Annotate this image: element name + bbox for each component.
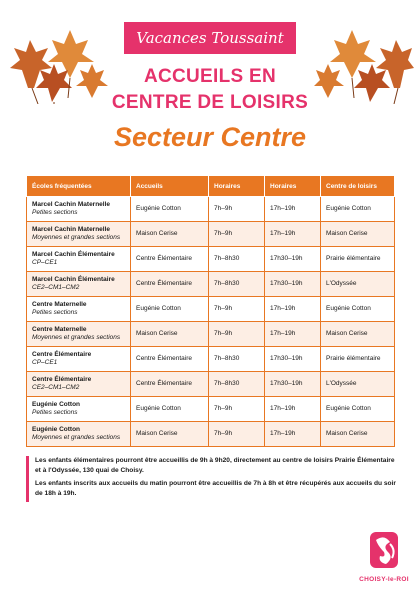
centre-cell: Prairie élémentaire [321, 347, 395, 372]
centre-cell: Eugénie Cotton [321, 197, 395, 222]
centre-cell: L'Odyssée [321, 372, 395, 397]
horaire-soir-cell: 17h–19h [265, 297, 321, 322]
school-group: Moyennes et grandes sections [32, 434, 121, 441]
table-row [27, 322, 395, 347]
accueil-cell: Eugénie Cotton [131, 297, 209, 322]
centre-cell: Maison Cerise [321, 322, 395, 347]
horaire-matin-cell: 7h–9h [209, 322, 265, 347]
school-name: Marcel Cachin Maternelle [32, 225, 111, 233]
horaire-matin-cell: 7h–9h [209, 222, 265, 247]
school-group: Petites sections [32, 309, 78, 316]
school-group: Moyennes et grandes sections [32, 234, 121, 241]
school-group: Petites sections [32, 209, 78, 216]
school-cell [27, 322, 131, 347]
choisy-le-roi-logo [356, 528, 412, 588]
centre-cell: Maison Cerise [321, 222, 395, 247]
accueil-cell: Eugénie Cotton [131, 397, 209, 422]
horaire-matin-cell: 7h–9h [209, 197, 265, 222]
horaire-soir-cell: 17h30–19h [265, 272, 321, 297]
school-group: CE2–CM1–CM2 [32, 284, 80, 291]
school-cell [27, 222, 131, 247]
school-cell [27, 272, 131, 297]
horaire-soir-cell: 17h–19h [265, 397, 321, 422]
accueil-cell: Centre Élémentaire [131, 347, 209, 372]
centre-cell: Prairie élémentaire [321, 247, 395, 272]
table-row [27, 247, 395, 272]
school-name: Eugénie Cotton [32, 425, 81, 433]
page-subtitle: Secteur Centre [113, 122, 307, 152]
horaire-matin-cell: 7h–8h30 [209, 347, 265, 372]
table-row [27, 372, 395, 397]
school-cell [27, 297, 131, 322]
note-1: Les enfants élémentaires pourront être accueillis de 9h à 9h20, directement au centre de loisirs Prairie Élémentaire et à l'Odyssée, 130 quai de Choisy. [35, 457, 395, 474]
table-row [27, 297, 395, 322]
table-row [27, 347, 395, 372]
school-cell [27, 197, 131, 222]
school-cell [27, 372, 131, 397]
horaire-matin-cell: 7h–9h [209, 397, 265, 422]
table-row [27, 422, 395, 447]
header-centre-loisirs: Centre de loisirs [321, 176, 395, 197]
header-horaires-matin: Horaires [209, 176, 265, 197]
table-row [27, 272, 395, 297]
school-group: Moyennes et grandes sections [32, 334, 121, 341]
horaire-soir-cell: 17h–19h [265, 222, 321, 247]
horaire-soir-cell: 17h–19h [265, 422, 321, 447]
table-row [27, 197, 395, 222]
school-name: Centre Élémentaire [32, 350, 92, 358]
accueil-cell: Maison Cerise [131, 422, 209, 447]
school-name: Centre Élémentaire [32, 375, 92, 383]
horaire-soir-cell: 17h–19h [265, 197, 321, 222]
horaire-matin-cell: 7h–8h30 [209, 247, 265, 272]
info-notes [26, 456, 397, 502]
school-cell [27, 422, 131, 447]
table-row [27, 397, 395, 422]
school-name: Centre Maternelle [32, 300, 87, 308]
accueil-cell: Centre Élémentaire [131, 272, 209, 297]
accueil-cell: Maison Cerise [131, 222, 209, 247]
banner-text: Vacances Toussaint [136, 29, 284, 47]
accueil-cell: Eugénie Cotton [131, 197, 209, 222]
school-name: Eugénie Cotton [32, 400, 81, 408]
table-header-row [27, 176, 395, 197]
horaire-soir-cell: 17h30–19h [265, 247, 321, 272]
horaire-matin-cell: 7h–9h [209, 297, 265, 322]
school-cell [27, 397, 131, 422]
school-name: Centre Maternelle [32, 325, 87, 333]
centre-cell: Eugénie Cotton [321, 397, 395, 422]
horaire-soir-cell: 17h30–19h [265, 372, 321, 397]
header-banner [124, 22, 296, 54]
accueil-cell: Maison Cerise [131, 322, 209, 347]
logo-text: CHOISY-le-ROI [359, 576, 409, 583]
school-name: Marcel Cachin Maternelle [32, 200, 111, 208]
horaire-soir-cell: 17h30–19h [265, 347, 321, 372]
accueil-cell: Centre Élémentaire [131, 247, 209, 272]
schedule-table [26, 175, 395, 447]
table-row [27, 222, 395, 247]
city-logo-icon [356, 528, 412, 576]
horaire-matin-cell: 7h–8h30 [209, 272, 265, 297]
page-title-line-1: ACCUEILS EN [143, 66, 277, 87]
horaire-matin-cell: 7h–9h [209, 422, 265, 447]
school-group: CP–CE1 [32, 259, 58, 266]
note-2: Les enfants inscrits aux accueils du matin pourront être accueillis de 7h à 8h et être récupérés aux accueils du soir de 18h à 19h. [35, 480, 396, 497]
centre-cell: L'Odyssée [321, 272, 395, 297]
school-name: Marcel Cachin Élémentaire [32, 275, 115, 283]
school-name: Marcel Cachin Élémentaire [32, 250, 115, 258]
school-group: CP–CE1 [32, 359, 58, 366]
header-accueils: Accueils [131, 176, 209, 197]
header-ecoles: Écoles fréquentées [27, 176, 131, 197]
school-group: Petites sections [32, 409, 78, 416]
accueil-cell: Centre Élémentaire [131, 372, 209, 397]
school-cell [27, 247, 131, 272]
school-group: CE2–CM1–CM2 [32, 384, 80, 391]
centre-cell: Eugénie Cotton [321, 297, 395, 322]
header-horaires-soir: Horaires [265, 176, 321, 197]
horaire-soir-cell: 17h–19h [265, 322, 321, 347]
centre-cell: Maison Cerise [321, 422, 395, 447]
page-title-line-2: CENTRE DE LOISIRS [111, 92, 309, 113]
horaire-matin-cell: 7h–8h30 [209, 372, 265, 397]
school-cell [27, 347, 131, 372]
